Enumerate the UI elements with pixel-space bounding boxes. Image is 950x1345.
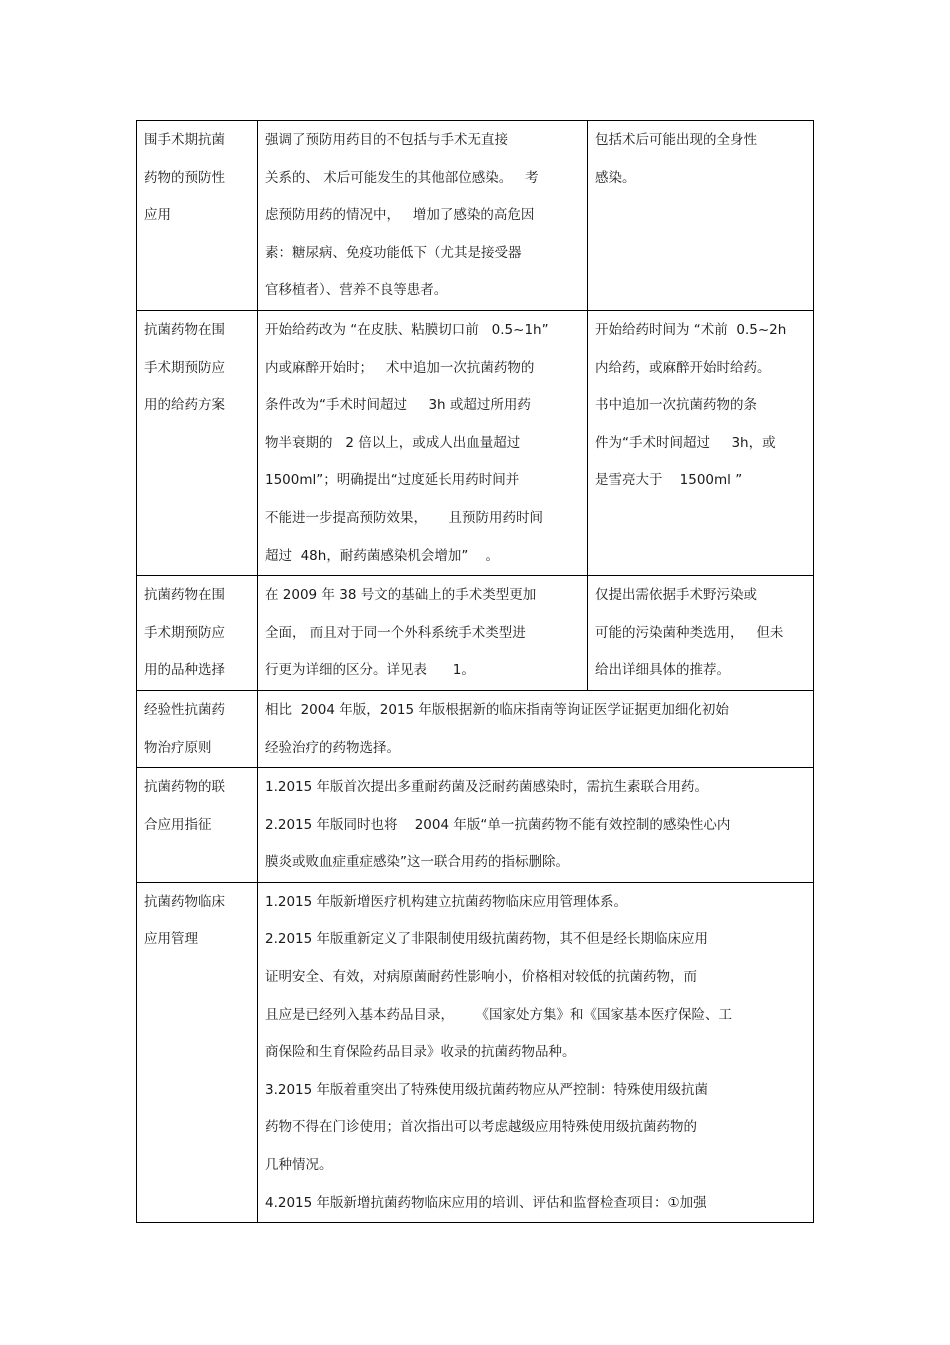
text-line: 1.2015 年版新增医疗机构建立抗菌药物临床应用管理体系。 (265, 893, 628, 910)
text-line: 关系的、 术后可能发生的其他部位感染。 考 (265, 169, 539, 186)
text-line: 手术期预防应 (144, 359, 225, 376)
text-line: 物治疗原则 (144, 739, 212, 756)
text-line: 膜炎或败血症重症感染”这一联合用药的指标删除。 (265, 854, 569, 871)
text-line: 条件改为“手术时间超过 3h 或超过所用药 (265, 397, 531, 414)
merged-content-cell (258, 690, 814, 767)
comparison-table (136, 120, 814, 1223)
text-line: 合应用指征 (144, 816, 212, 833)
text-line: 是雪亮大于 1500ml ” (595, 472, 743, 489)
old-version-cell (588, 576, 814, 691)
text-line: 超过 48h，耐药菌感染机会增加” 。 (265, 547, 499, 564)
text-line: 抗菌药物在围 (144, 587, 225, 604)
old-version-cell (588, 310, 814, 575)
merged-content-cell (258, 768, 814, 883)
text-line: 4.2015 年版新增抗菌药物临床应用的培训、评估和监督检查项目：①加强 (265, 1194, 707, 1211)
text-line: 开始给药时间为 “术前 0.5~2h (595, 321, 787, 338)
text-line: 抗菌药物在围 (144, 321, 225, 338)
table-row (137, 690, 814, 767)
text-line: 且应是已经列入基本药品目录， 《国家处方集》和《国家基本医疗保险、工 (265, 1006, 732, 1023)
text-line: 围手术期抗菌 (144, 132, 225, 148)
text-line: 包括术后可能出现的全身性 (595, 132, 757, 148)
text-line: 药物不得在门诊使用；首次指出可以考虑越级应用特殊使用级抗菌药物的 (265, 1119, 697, 1136)
text-line: 抗菌药物临床 (144, 893, 225, 910)
text-line: 件为“手术时间超过 3h，或 (595, 434, 776, 451)
table-row (137, 882, 814, 1222)
merged-content-cell (258, 882, 814, 1222)
text-line: 感染。 (595, 169, 636, 186)
category-cell (137, 882, 258, 1222)
text-line: 3.2015 年版着重突出了特殊使用级抗菌药物应从严控制：特殊使用级抗菌 (265, 1081, 709, 1098)
text-line: 1.2015 年版首次提出多重耐药菌及泛耐药菌感染时，需抗生素联合用药。 (265, 779, 709, 796)
table-row (137, 576, 814, 691)
text-line: 官移植者）、营养不良等患者。 (265, 282, 448, 299)
text-line: 在 2009 年 38 号文的基础上的手术类型更加 (265, 587, 537, 604)
category-cell (137, 121, 258, 311)
text-line: 素：糖尿病、免疫功能低下（尤其是接受器 (265, 244, 522, 261)
category-cell (137, 576, 258, 691)
category-cell (137, 768, 258, 883)
text-line: 内给药，或麻醉开始时给药。 (595, 359, 771, 376)
new-version-cell (258, 576, 588, 691)
text-line: 药物的预防性 (144, 169, 225, 186)
text-line: 用的给药方案 (144, 397, 225, 414)
text-line: 商保险和生育保险药品目录》收录的抗菌药物品种。 (265, 1044, 576, 1061)
text-line: 给出详细具体的推荐。 (595, 662, 730, 679)
text-line: 1500ml”；明确提出“过度延长用药时间并 (265, 472, 520, 489)
text-line: 行更为详细的区分。详见表 1。 (265, 662, 475, 679)
text-line: 虑预防用药的情况中， 增加了感染的高危因 (265, 207, 535, 224)
text-line: 全面， 而且对于同一个外科系统手术类型进 (265, 624, 526, 641)
text-line: 2.2015 年版重新定义了非限制使用级抗菌药物，其不但是经长期临床应用 (265, 931, 709, 948)
text-line: 应用管理 (144, 931, 198, 948)
text-line: 2.2015 年版同时也将 2004 年版“单一抗菌药物不能有效控制的感染性心内 (265, 816, 731, 833)
text-line: 证明安全、有效，对病原菌耐药性影响小，价格相对较低的抗菌药物，而 (265, 969, 697, 986)
text-line: 书中追加一次抗菌药物的条 (595, 397, 757, 414)
table-row (137, 121, 814, 311)
text-line: 用的品种选择 (144, 662, 225, 679)
category-cell (137, 690, 258, 767)
old-version-cell (588, 121, 814, 311)
text-line: 手术期预防应 (144, 624, 225, 641)
text-line: 几种情况。 (265, 1157, 333, 1174)
text-line: 物半衰期的 2 倍以上，或成人出血量超过 (265, 434, 521, 451)
new-version-cell (258, 310, 588, 575)
text-line: 相比 2004 年版，2015 年版根据新的临床指南等询证医学证据更加细化初始 (265, 701, 729, 718)
text-line: 内或麻醉开始时； 术中追加一次抗菌药物的 (265, 359, 535, 376)
text-line: 仅提出需依据手术野污染或 (595, 587, 757, 604)
text-line: 开始给药改为 “在皮肤、粘膜切口前 0.5~1h” (265, 321, 549, 338)
text-line: 可能的污染菌种类选用， 但未 (595, 624, 784, 641)
text-line: 应用 (144, 207, 171, 224)
table-row (137, 310, 814, 575)
category-cell (137, 310, 258, 575)
text-line: 强调了预防用药目的不包括与手术无直接 (265, 132, 508, 148)
text-line: 经验性抗菌药 (144, 701, 225, 718)
text-line: 经验治疗的药物选择。 (265, 739, 400, 756)
text-line: 不能进一步提高预防效果， 且预防用药时间 (265, 509, 543, 526)
new-version-cell (258, 121, 588, 311)
text-line: 抗菌药物的联 (144, 779, 225, 796)
table-row (137, 768, 814, 883)
